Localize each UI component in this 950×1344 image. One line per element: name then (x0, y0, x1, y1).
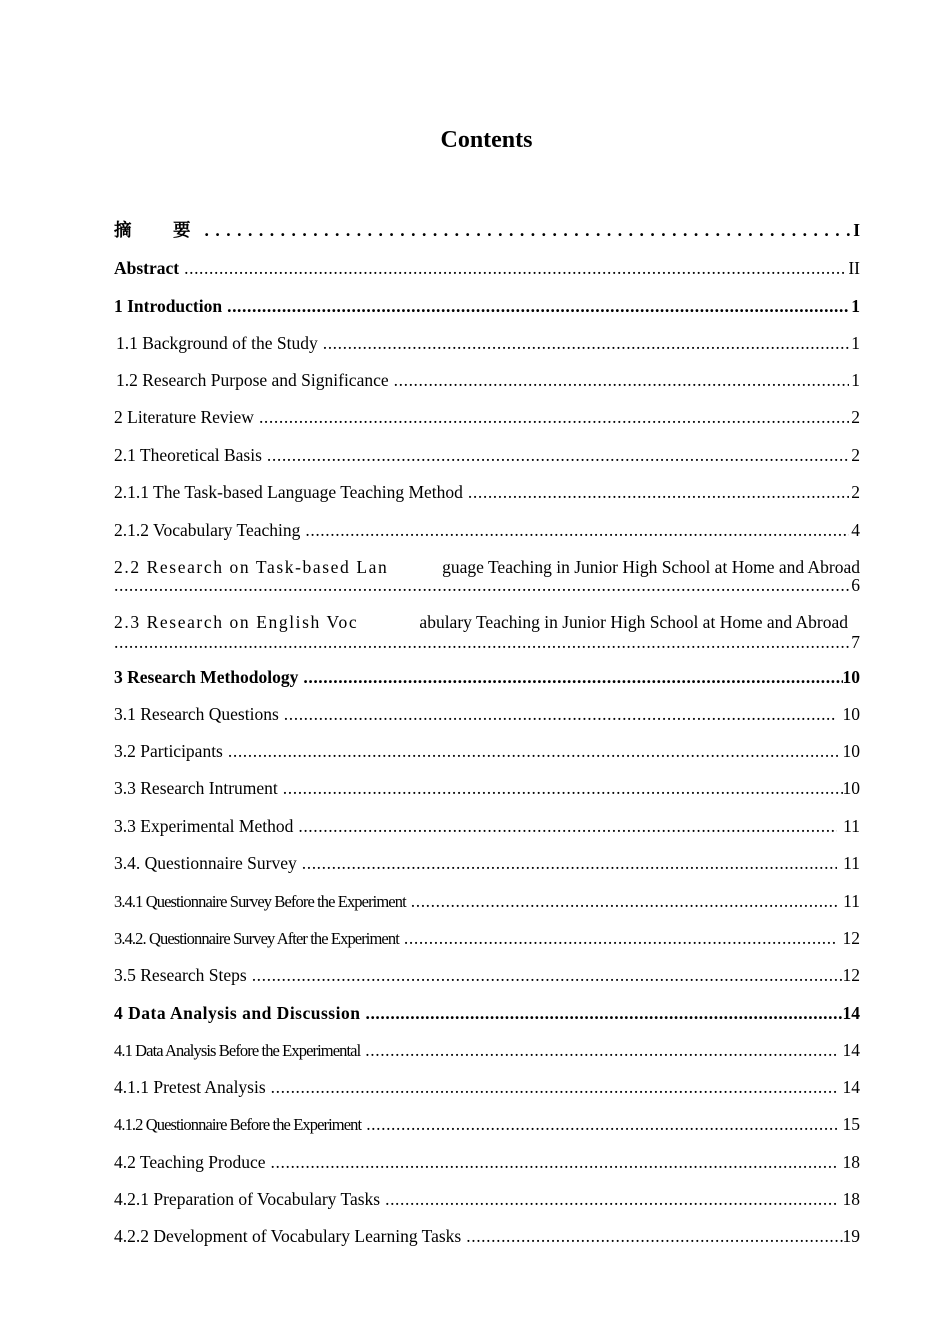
dot-leader (271, 1150, 837, 1174)
toc-entry-page: 2 (851, 482, 860, 502)
toc-entry-introduction[interactable] (114, 294, 860, 318)
toc-entry-page: 2 (851, 445, 860, 465)
toc-entry-title: 1.2 Research Purpose and Significance (116, 370, 389, 390)
toc-entry-4-2[interactable] (114, 1150, 860, 1174)
toc-entry-page: 11 (843, 891, 860, 911)
toc-entry-title: 4.2 Teaching Produce (114, 1152, 266, 1172)
toc-entry-2-1-1[interactable] (114, 480, 860, 504)
dot-leader (302, 851, 837, 875)
dot-leader (303, 665, 842, 689)
toc-entry-title-line (114, 558, 860, 576)
toc-entry-title: 4 Data Analysis and Discussion (114, 1003, 361, 1023)
toc-entry-title: 3.4.1 Questionnaire Survey Before the Experiment (114, 892, 406, 911)
toc-entry-title: 4.1.2 Questionnaire Before the Experiment (114, 1115, 362, 1134)
toc-entry-page: 15 (842, 1114, 860, 1134)
toc-entry-title: 3 Research Methodology (114, 667, 299, 687)
dot-leader (468, 480, 849, 504)
dot-leader (366, 1112, 836, 1136)
toc-entry-page: 18 (842, 1152, 860, 1172)
toc-entry-3-3-experimental[interactable] (114, 814, 860, 838)
toc-entry-page: 1 (851, 333, 860, 353)
toc-entry-title-part: 2.2 Research on Task-based Lan (114, 557, 389, 577)
toc-entry-chinese-abstract[interactable] (114, 218, 860, 242)
table-of-contents (114, 0, 860, 1344)
toc-entry-2[interactable] (114, 405, 860, 429)
dot-leader (411, 889, 837, 913)
toc-entry-title: 1.1 Background of the Study (116, 333, 318, 353)
toc-entry-page: 12 (842, 928, 860, 948)
toc-entry-title: 3.4.2. Questionnaire Survey After the Experiment (114, 929, 399, 948)
toc-entry-page: 2 (851, 407, 860, 427)
dot-leader (466, 1224, 842, 1248)
toc-entry-page: 10 (842, 704, 860, 724)
toc-entry-page: I (853, 220, 860, 240)
toc-entry-page: 12 (842, 965, 860, 985)
dot-leader (252, 963, 843, 987)
toc-entry-leader-line (114, 576, 860, 594)
toc-entry-title: 3.1 Research Questions (114, 704, 279, 724)
toc-entry-title-part: guage Teaching in Junior High School at Home and Abroad (442, 557, 860, 577)
toc-entry-page: 11 (843, 853, 860, 873)
toc-entry-4-2-2[interactable] (114, 1224, 860, 1248)
toc-entry-1-1[interactable] (116, 331, 860, 355)
toc-entry-title: 2.1.1 The Task-based Language Teaching Method (114, 482, 463, 502)
toc-entry-page: 4 (851, 520, 860, 540)
toc-entry-page: 18 (842, 1189, 860, 1209)
dot-leader (227, 294, 849, 318)
toc-entry-title: 4.1 Data Analysis Before the Experimental (114, 1041, 361, 1060)
toc-entry-title: 3.3 Research Intrument (114, 778, 278, 798)
dot-leader (284, 702, 837, 726)
dot-leader (184, 256, 846, 280)
toc-entry-page: 7 (851, 632, 860, 652)
toc-entry-page: 14 (842, 1040, 860, 1060)
toc-entry-title: 4.2.2 Development of Vocabulary Learning Tasks (114, 1226, 462, 1246)
toc-entry-1-2[interactable] (116, 368, 860, 392)
dot-leader (267, 443, 849, 467)
toc-entry-title: Abstract (114, 258, 180, 278)
dot-leader (283, 776, 843, 800)
toc-entry-3-1[interactable] (114, 702, 860, 726)
toc-entry-title: 3.2 Participants (114, 741, 223, 761)
toc-entry-title: 4.2.1 Preparation of Vocabulary Tasks (114, 1189, 381, 1209)
toc-entry-4-1[interactable] (114, 1038, 860, 1063)
toc-entry-3[interactable] (114, 665, 860, 689)
toc-entry-page: 10 (842, 778, 860, 798)
toc-entry-title-part: 2.3 Research on English Voc (114, 612, 359, 632)
toc-entry-title: 3.5 Research Steps (114, 965, 247, 985)
toc-entry-title-part: abulary Teaching in Junior High School at Home and Abroad (419, 612, 848, 632)
toc-entry-page: II (848, 258, 860, 278)
dot-leader (323, 331, 850, 355)
dot-leader (305, 518, 849, 542)
toc-entry-4-1-2[interactable] (114, 1112, 860, 1137)
dot-leader (205, 218, 852, 242)
toc-entry-4[interactable] (114, 1001, 860, 1025)
toc-entry-title: 摘 要 (114, 220, 203, 240)
toc-entry-page: 14 (842, 1077, 860, 1097)
toc-entry-4-1-1[interactable] (114, 1075, 860, 1099)
toc-entry-3-5[interactable] (114, 963, 860, 987)
toc-entry-title-line (114, 613, 860, 631)
toc-entry-page: 1 (851, 296, 860, 316)
toc-entry-3-4-1[interactable] (114, 889, 860, 914)
toc-entry-2-1[interactable] (114, 443, 860, 467)
toc-entry-page: 1 (851, 370, 860, 390)
toc-entry-3-2[interactable] (114, 739, 860, 763)
toc-entry-title: 2 Literature Review (114, 407, 254, 427)
page-title: Contents (440, 127, 533, 153)
dot-leader (259, 405, 849, 429)
dot-leader (394, 368, 850, 392)
toc-entry-page: 10 (842, 741, 860, 761)
toc-entry-title: 1 Introduction (114, 296, 223, 316)
toc-entry-3-4[interactable] (114, 851, 860, 875)
toc-entry-page: 11 (843, 816, 860, 836)
dot-leader (385, 1187, 836, 1211)
toc-entry-3-4-2[interactable] (114, 926, 860, 951)
toc-entry-abstract[interactable] (114, 256, 860, 280)
toc-entry-title: 2.1 Theoretical Basis (114, 445, 262, 465)
toc-entry-page: 19 (842, 1226, 860, 1246)
dot-leader (298, 814, 837, 838)
dot-leader (365, 1038, 836, 1062)
toc-entry-title: 2.1.2 Vocabulary Teaching (114, 520, 301, 540)
toc-entry-title: 3.3 Experimental Method (114, 816, 294, 836)
dot-leader (114, 633, 851, 651)
toc-entry-title: 4.1.1 Pretest Analysis (114, 1077, 266, 1097)
toc-entry-2-1-2[interactable] (114, 518, 860, 542)
toc-entry-2-3[interactable] (114, 613, 860, 651)
toc-entry-page: 6 (851, 575, 860, 595)
dot-leader (404, 926, 837, 950)
dot-leader (228, 739, 838, 763)
dot-leader (365, 1001, 842, 1025)
toc-entry-page: 10 (842, 667, 860, 687)
toc-entry-title: 3.4. Questionnaire Survey (114, 853, 297, 873)
toc-entry-page: 14 (842, 1003, 860, 1023)
toc-entry-leader-line (114, 633, 860, 651)
dot-leader (114, 576, 851, 594)
toc-entry-2-2[interactable] (114, 558, 860, 594)
dot-leader (271, 1075, 837, 1099)
toc-entry-3-3[interactable] (114, 776, 860, 800)
toc-entry-4-2-1[interactable] (114, 1187, 860, 1211)
